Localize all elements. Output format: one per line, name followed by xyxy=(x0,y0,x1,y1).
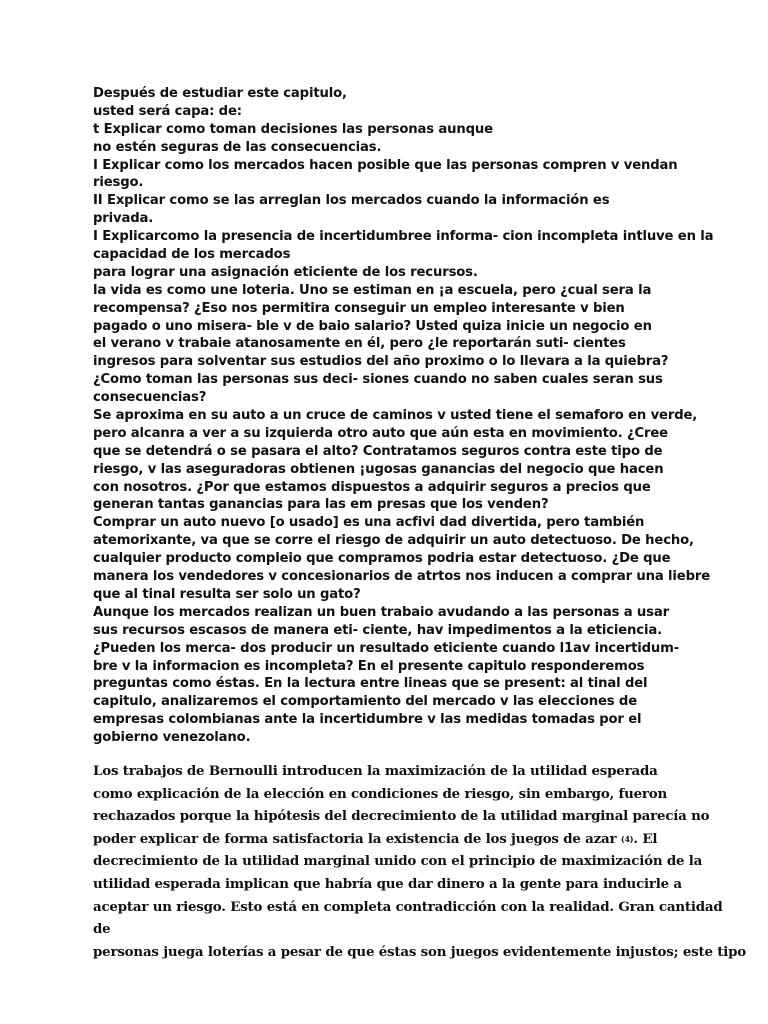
text-line-tail: . El xyxy=(633,830,658,847)
text-line: para lograr una asignación eticiente de los recursos. xyxy=(93,264,478,280)
text-line: manera los vendedores v concesionarios de atrtos nos inducen a comprar una liebre xyxy=(93,569,711,585)
text-line: atemorixante, va que se corre el riesgo de adquirir un auto detectuoso. De hecho, xyxy=(93,533,694,549)
text-line: preguntas como éstas. En la lectura entre lineas que se present: al tinal del xyxy=(93,676,648,692)
text-line: cualquier producto compleio que compramos podria estar detectuoso. ¿De que xyxy=(93,551,671,567)
text-line: recompensa? ¿Eso nos permitira conseguir un empleo interesante v bien xyxy=(93,300,625,316)
text-line: ¿Como toman las personas sus deci- siones cuando no saben cuales seran sus xyxy=(93,372,663,388)
intro-text-block xyxy=(93,85,714,747)
text-line: sus recursos escasos de manera eti- ciente, hav impedimentos a la eticiencia. xyxy=(93,622,662,638)
text-line: I Explicarcomo la presencia de incertidumbree informa- cion incompleta intluve en la xyxy=(93,229,714,245)
text-line: Después de estudiar este capitulo, xyxy=(93,86,347,101)
text-line: como explicación de la elección en condiciones de riesgo, sin embargo, fueron xyxy=(93,785,668,802)
text-line: poder explicar de forma satisfactoria la existencia de los juegos de azar xyxy=(93,830,617,847)
text-line: rechazados porque la hipótesis del decrecimiento de la utilidad marginal parecía no xyxy=(93,808,710,825)
text-line: Se aproxima en su auto a un cruce de caminos v usted tiene el semaforo en verde, xyxy=(93,408,698,424)
text-line: riesgo, v las aseguradoras obtienen ¡ugosas ganancias del negocio que hacen xyxy=(93,461,664,477)
text-line-with-footnote xyxy=(93,828,675,851)
text-line: generan tantas ganancias para las em presas que los venden? xyxy=(93,497,549,513)
footnote-reference: (4) xyxy=(620,833,634,844)
text-line: decrecimiento de la utilidad marginal unido con el principio de maximización de la xyxy=(93,853,703,870)
text-line: privada. xyxy=(93,211,154,227)
text-line: gobierno venezolano. xyxy=(93,730,251,746)
text-line: Aunque los mercados realizan un buen trabaio avudando a las personas a usar xyxy=(93,604,669,620)
text-line: ¿Pueden los merca- dos producir un resultado eticiente cuando l1av incertidum- xyxy=(93,640,680,656)
text-line: Comprar un auto nuevo [o usado] es una acfivi dad divertida, pero también xyxy=(93,515,645,531)
text-line: aceptar un riesgo. Esto está en completa contradicción con la realidad. Gran cantidad xyxy=(93,898,723,915)
text-line: utilidad esperada implican que habría que dar dinero a la gente para inducirle a xyxy=(93,875,682,892)
text-line: empresas colombianas ante la incertidumbre v las medidas tomadas por el xyxy=(93,712,642,728)
text-line: que al tinal resulta ser solo un gato? xyxy=(93,586,361,602)
text-line: pagado o uno misera- ble v de baio salario? Usted quiza inicie un negocio en xyxy=(93,318,652,334)
text-line: pero alcanra a ver a su izquierda otro auto que aún esta en movimiento. ¿Cree xyxy=(93,425,668,441)
text-line: el verano v trabaie atanosamente en él, pero ¿le reportarán suti- cientes xyxy=(93,336,626,352)
text-line: consecuencias? xyxy=(93,390,207,406)
text-line: usted será capa: de: xyxy=(93,103,242,119)
text-line: no estén seguras de las consecuencias. xyxy=(93,139,382,155)
text-line: Los trabajos de Bernoulli introducen la maximización de la utilidad esperada xyxy=(93,763,658,779)
bernoulli-paragraph xyxy=(93,760,747,963)
text-line: que se detendrá o se pasara el alto? Contratamos seguros contra este tipo de xyxy=(93,443,663,459)
text-line: capacidad de los mercados xyxy=(93,247,291,263)
text-line: capitulo, analizaremos el comportamiento del mercado v las elecciones de xyxy=(93,694,637,710)
text-line: t Explicar como toman decisiones las personas aunque xyxy=(93,121,493,137)
text-line: personas juega loterías a pesar de que éstas son juegos evidentemente injustos; este tipo xyxy=(93,943,747,960)
text-line: la vida es como une loteria. Uno se estiman en ¡a escuela, pero ¿cual sera la xyxy=(93,282,652,298)
text-line: ingresos para solventar sus estudios del año proximo o lo llevara a la quiebra? xyxy=(93,354,669,370)
text-line: I Explicar como los mercados hacen posible que las personas compren v vendan xyxy=(93,157,678,173)
text-line: riesgo. xyxy=(93,175,144,191)
text-line: con nosotros. ¿Por que estamos dispuestos a adquirir seguros a precios que xyxy=(93,479,651,495)
text-line: II Explicar como se las arreglan los mercados cuando la información es xyxy=(93,193,610,209)
text-line: bre v la informacion es incompleta? En el presente capitulo responderemos xyxy=(93,658,645,674)
text-line: de xyxy=(93,921,111,938)
